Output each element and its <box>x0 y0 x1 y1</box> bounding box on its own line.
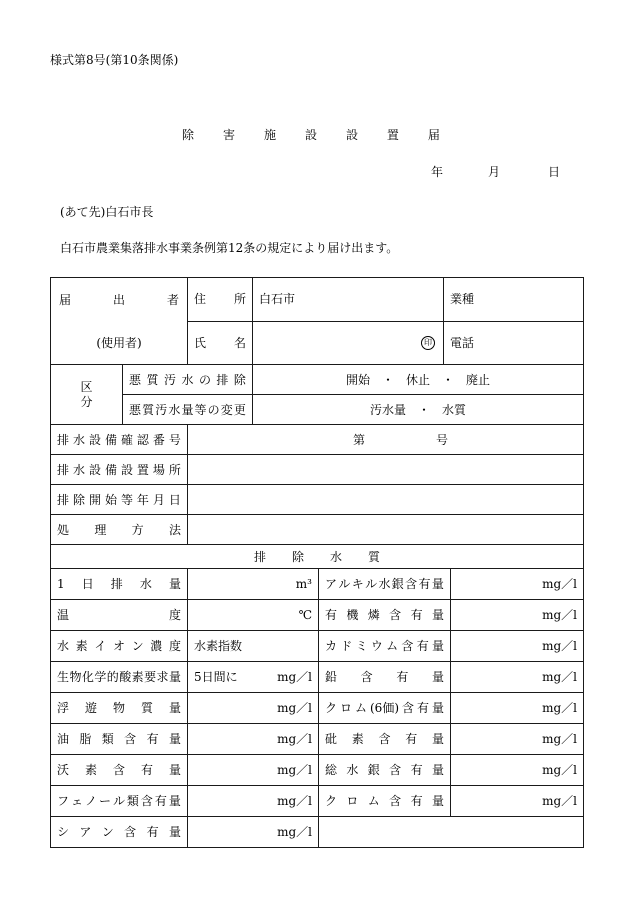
address-value-cell[interactable]: 白石市 <box>253 278 444 322</box>
label-char: 遊 <box>84 701 97 715</box>
label-char: 悪 <box>129 402 142 417</box>
label-char: 水 <box>168 402 181 417</box>
label-char: 含 <box>405 577 418 591</box>
label-char: 量 <box>168 763 181 777</box>
label-char: 砒 <box>325 732 338 746</box>
category-row-label <box>129 403 246 417</box>
label-char: 日 <box>168 492 181 507</box>
form-number: 様式第8号(第10条関係) <box>50 53 179 67</box>
label-char: 素 <box>351 732 364 746</box>
label-char: 要 <box>144 670 157 684</box>
label-char: 油 <box>57 732 70 746</box>
label-char: 有 <box>325 608 338 622</box>
label-char: 年 <box>136 492 149 507</box>
label-char: 月 <box>152 492 165 507</box>
quality-label-cell <box>51 724 188 755</box>
label-char: 設 <box>345 128 358 142</box>
quality-label <box>57 794 181 808</box>
label-char: 害 <box>222 128 235 142</box>
quality-label <box>325 577 444 591</box>
label-char: 含 <box>124 732 137 746</box>
category-section <box>50 364 584 425</box>
table-row <box>51 724 584 755</box>
location-label-cell <box>51 455 188 485</box>
label-char: 有 <box>405 732 418 746</box>
quality-unit: mg／l <box>542 670 577 684</box>
label-char: 類 <box>101 732 114 746</box>
label-char: 法 <box>168 522 181 537</box>
label-char: 燐 <box>367 608 380 622</box>
label-char: 物 <box>69 670 82 684</box>
quality-note: 5日間に <box>194 670 238 684</box>
label-char: 出 <box>112 292 125 307</box>
label-char: ア <box>79 825 92 839</box>
start-date-label <box>57 493 181 507</box>
label-char: 量 <box>168 794 181 808</box>
applicant-sublabel: (使用者) <box>96 335 142 350</box>
label-char: 住 <box>194 292 207 307</box>
quality-unit: mg／l <box>542 639 577 653</box>
quality-value-cell[interactable] <box>188 600 319 631</box>
date-day-label: 日 <box>548 165 561 179</box>
label-char: 置 <box>136 462 149 477</box>
label-char: 量 <box>168 732 181 746</box>
label-char: 含 <box>112 763 125 777</box>
category-row-options[interactable]: 汚水量 ・ 水質 <box>253 395 584 425</box>
label-char: 号 <box>168 432 181 447</box>
quality-note: 水素指数 <box>194 639 243 653</box>
label-char: 質 <box>142 402 155 417</box>
label-char: 素 <box>131 670 144 684</box>
label-char: 度 <box>168 639 181 653</box>
label-char: 理 <box>94 522 107 537</box>
label-char: ン <box>131 639 144 653</box>
label-char: 有 <box>396 670 409 684</box>
quality-value-cell[interactable] <box>188 631 319 662</box>
quality-unit: mg／l <box>277 701 312 715</box>
label-char: 番 <box>152 432 165 447</box>
quality-label-cell <box>51 817 188 848</box>
quality-unit: mg／l <box>277 825 312 839</box>
label-char: 脂 <box>79 732 92 746</box>
table-row <box>51 817 584 848</box>
label-char: ム <box>367 794 380 808</box>
label-char: キ <box>351 577 364 591</box>
quality-value-cell[interactable] <box>188 817 319 848</box>
quality-unit: mg／l <box>542 763 577 777</box>
water-quality-heading <box>254 550 380 564</box>
label-char: 排 <box>216 372 229 387</box>
label-char: ク <box>325 794 338 808</box>
label-char: 施 <box>263 128 276 142</box>
label-char: 場 <box>152 462 165 477</box>
quality-value-cell[interactable] <box>451 662 584 693</box>
label-char: 量 <box>168 577 181 591</box>
quality-label-cell <box>51 631 188 662</box>
label-char: 鉛 <box>325 670 338 684</box>
label-char: 日 <box>81 577 94 591</box>
label-char: 届 <box>427 128 440 142</box>
label-char: 物 <box>112 701 125 715</box>
label-char: 量 <box>168 825 181 839</box>
category-label: 区分 <box>80 379 93 409</box>
label-char: 除 <box>233 372 246 387</box>
addressee: (あて先)白石市長 <box>60 205 154 219</box>
label-char: ム <box>386 639 399 653</box>
label-char: 素 <box>75 639 88 653</box>
quality-label-cell <box>319 786 451 817</box>
name-label <box>194 336 246 350</box>
quality-label-cell <box>51 693 188 724</box>
label-char: 的 <box>106 670 119 684</box>
label-char: ロ <box>340 701 353 715</box>
label-char: 悪 <box>129 372 142 387</box>
quality-unit: mg／l <box>542 577 577 591</box>
label-char: 類 <box>126 794 139 808</box>
label-char: 求 <box>156 670 169 684</box>
label-char: 化 <box>81 670 94 684</box>
quality-unit: mg／l <box>277 794 312 808</box>
label-char: 除 <box>291 549 304 564</box>
form-table <box>50 277 583 848</box>
label-char: 有 <box>410 608 423 622</box>
label-char: 量 <box>431 701 444 715</box>
quality-label <box>325 732 444 746</box>
label-char: 排 <box>57 432 70 447</box>
label-char: ク <box>325 701 338 715</box>
label-char: 有 <box>416 639 429 653</box>
quality-label <box>57 763 181 777</box>
quality-label-cell <box>319 724 451 755</box>
label-char: 排 <box>110 577 123 591</box>
label-char: 量 <box>431 732 444 746</box>
empty-cell <box>319 817 584 848</box>
quality-unit: m³ <box>295 577 312 591</box>
label-char: 置 <box>386 128 399 142</box>
business-type-cell[interactable]: 業種 <box>444 278 584 322</box>
label-char: ー <box>98 794 111 808</box>
label-char: 水 <box>181 372 194 387</box>
quality-value-cell[interactable] <box>451 631 584 662</box>
start-date-label-cell <box>51 485 188 515</box>
label-char: 量 <box>431 794 444 808</box>
quality-unit: mg／l <box>542 794 577 808</box>
table-row <box>51 631 584 662</box>
label-char: 水 <box>139 577 152 591</box>
seal-mark: 印 <box>421 336 435 350</box>
label-char: 除 <box>72 492 85 507</box>
label-char: 量 <box>168 701 181 715</box>
quality-label-cell <box>51 662 188 693</box>
label-char: 濃 <box>150 639 163 653</box>
address-label-cell <box>188 278 253 322</box>
label-char: 除 <box>182 128 195 142</box>
label-char: 量 <box>431 639 444 653</box>
quality-label-cell <box>51 600 188 631</box>
label-char: 始 <box>104 492 117 507</box>
quality-value-cell[interactable] <box>451 569 584 600</box>
label-char: 沃 <box>57 763 70 777</box>
label-char: 処 <box>57 522 70 537</box>
label-char: 学 <box>94 670 107 684</box>
label-char: ウ <box>370 639 383 653</box>
label-char: 銀 <box>391 577 404 591</box>
quality-value-cell[interactable] <box>188 569 319 600</box>
label-char: 生 <box>57 670 70 684</box>
label-char: 認 <box>136 432 149 447</box>
label-char: ル <box>338 577 351 591</box>
quality-label <box>325 763 444 777</box>
label-char: 設 <box>120 462 133 477</box>
applicant-label <box>59 278 179 321</box>
label-char: 質 <box>367 549 380 564</box>
quality-label <box>57 732 181 746</box>
label-char: 名 <box>233 335 246 350</box>
label-char: ン <box>101 825 114 839</box>
label-char: 水 <box>72 432 85 447</box>
label-char: 含 <box>389 763 402 777</box>
label-char: (6価) <box>370 701 399 715</box>
applicant-section <box>50 277 584 365</box>
label-char: 水 <box>378 577 391 591</box>
label-char: 排 <box>57 492 70 507</box>
label-char: ア <box>325 577 338 591</box>
quality-label <box>57 577 181 591</box>
table-row <box>51 569 584 600</box>
quality-unit: mg／l <box>542 608 577 622</box>
quality-unit: mg／l <box>277 670 312 684</box>
label-char: ロ <box>346 794 359 808</box>
label-char: 汚 <box>163 372 176 387</box>
label-char: 有 <box>146 732 159 746</box>
quality-label <box>325 701 444 715</box>
label-char: 設 <box>88 432 101 447</box>
label-char: 汚 <box>155 402 168 417</box>
label-char: 更 <box>233 402 246 417</box>
label-char: 含 <box>389 608 402 622</box>
quality-unit: mg／l <box>542 701 577 715</box>
label-char: 量 <box>181 402 194 417</box>
label-char: ェ <box>70 794 83 808</box>
label-char: 総 <box>325 763 338 777</box>
quality-label-cell <box>319 755 451 786</box>
label-char: の <box>198 372 211 387</box>
label-char: 含 <box>124 825 137 839</box>
label-char: 含 <box>401 701 414 715</box>
label-char: 有 <box>410 794 423 808</box>
treatment-label <box>57 523 181 537</box>
quality-value-cell[interactable] <box>188 662 319 693</box>
label-char: フ <box>57 794 70 808</box>
table-row <box>51 662 584 693</box>
water-quality-heading-cell <box>51 545 584 569</box>
label-char: 度 <box>168 608 181 622</box>
label-char: 銀 <box>367 763 380 777</box>
treatment-label-cell <box>51 515 188 545</box>
confirmation-number-cell[interactable] <box>188 425 584 455</box>
quality-label-cell <box>319 693 451 724</box>
category-label-cell <box>51 365 123 425</box>
label-char: 含 <box>360 670 373 684</box>
category-row-options[interactable]: 開始 ・ 休止 ・ 廃止 <box>253 365 584 395</box>
category-row-label-cell <box>123 395 253 425</box>
quality-value-cell[interactable] <box>188 786 319 817</box>
label-char: 機 <box>346 608 359 622</box>
label-char: 1 <box>57 577 65 591</box>
label-char: ミ <box>355 639 368 653</box>
quality-value-cell[interactable] <box>188 724 319 755</box>
label-char: 温 <box>57 608 70 622</box>
label-char: 有 <box>146 825 159 839</box>
label-char: イ <box>94 639 107 653</box>
name-label-cell <box>188 321 253 365</box>
quality-label <box>325 794 444 808</box>
label-char: 排 <box>57 462 70 477</box>
label-char: 質 <box>140 701 153 715</box>
treatment-value-cell[interactable] <box>188 515 584 545</box>
label-char: 設 <box>304 128 317 142</box>
confirmation-label-cell <box>51 425 188 455</box>
name-value-cell[interactable] <box>253 321 444 365</box>
category-row-label <box>129 373 246 387</box>
label-char: ル <box>365 577 378 591</box>
label-char: 量 <box>431 577 444 591</box>
quality-label-cell <box>319 662 451 693</box>
label-char: 水 <box>329 549 342 564</box>
label-char: 量 <box>168 670 181 684</box>
quality-value-cell[interactable] <box>451 786 584 817</box>
label-char: 氏 <box>194 335 207 350</box>
applicant-label-cell <box>51 278 188 365</box>
label-char: 有 <box>140 763 153 777</box>
label-char: 変 <box>220 402 233 417</box>
label-char: 含 <box>389 794 402 808</box>
label-char: 量 <box>431 608 444 622</box>
label-char: 方 <box>131 522 144 537</box>
label-char: 有 <box>416 701 429 715</box>
quality-value-cell[interactable] <box>451 755 584 786</box>
address-label <box>194 292 246 306</box>
quality-unit: mg／l <box>542 732 577 746</box>
confirmation-suffix: 号 <box>436 432 449 447</box>
quality-label-cell <box>51 569 188 600</box>
quality-label <box>57 608 181 622</box>
label-char: カ <box>325 639 338 653</box>
label-char: 含 <box>378 732 391 746</box>
label-char: 開 <box>88 492 101 507</box>
label-char: 有 <box>410 763 423 777</box>
label-char: 量 <box>431 670 444 684</box>
location-label <box>57 463 181 477</box>
quality-unit: mg／l <box>277 763 312 777</box>
confirmation-prefix: 第 <box>353 432 366 447</box>
date-year-label: 年 <box>431 165 444 179</box>
label-char: 酸 <box>119 670 132 684</box>
start-date-value-cell[interactable] <box>188 485 584 515</box>
water-quality-section <box>50 568 584 848</box>
quality-label-cell <box>51 755 188 786</box>
table-row <box>51 693 584 724</box>
quality-label <box>325 608 444 622</box>
confirmation-label <box>57 433 181 447</box>
label-char: 所 <box>168 462 181 477</box>
label-char: 量 <box>431 763 444 777</box>
quality-label <box>57 825 181 839</box>
quality-label <box>325 639 444 653</box>
label-char: 備 <box>104 462 117 477</box>
label-char: シ <box>57 825 70 839</box>
label-char: オ <box>112 639 125 653</box>
label-char: ノ <box>84 794 97 808</box>
label-char: 者 <box>166 292 179 307</box>
label-char: 浮 <box>57 701 70 715</box>
label-char: 素 <box>84 763 97 777</box>
quality-label <box>57 701 181 715</box>
label-char: 有 <box>154 794 167 808</box>
quality-value-cell[interactable] <box>451 600 584 631</box>
label-char: 備 <box>104 432 117 447</box>
date-month-label: 月 <box>488 165 501 179</box>
table-row <box>51 755 584 786</box>
quality-label-cell <box>319 569 451 600</box>
label-char: ム <box>355 701 368 715</box>
quality-label <box>57 670 181 684</box>
location-value-cell[interactable] <box>188 455 584 485</box>
facility-section <box>50 424 584 545</box>
table-row <box>51 786 584 817</box>
quality-unit: ℃ <box>298 608 312 622</box>
phone-cell[interactable]: 電話 <box>444 321 584 365</box>
label-char: 設 <box>88 462 101 477</box>
label-char: 届 <box>59 292 72 307</box>
quality-value-cell[interactable] <box>451 693 584 724</box>
label-char: 等 <box>120 492 133 507</box>
label-char: 質 <box>146 372 159 387</box>
category-row-label-cell <box>123 365 253 395</box>
label-char: 水 <box>57 639 70 653</box>
quality-label <box>57 639 181 653</box>
form-title <box>182 128 440 142</box>
quality-unit: mg／l <box>277 732 312 746</box>
label-char: 水 <box>346 763 359 777</box>
quality-value-cell[interactable] <box>451 724 584 755</box>
label-char: 所 <box>233 292 246 307</box>
quality-label-cell <box>319 600 451 631</box>
label-char: 含 <box>401 639 414 653</box>
label-char: 排 <box>254 549 267 564</box>
quality-label-cell <box>319 631 451 662</box>
label-char: ド <box>340 639 353 653</box>
label-char: 有 <box>418 577 431 591</box>
quality-label <box>325 670 444 684</box>
label-char: 確 <box>120 432 133 447</box>
label-char: 等 <box>194 402 207 417</box>
label-char: 水 <box>72 462 85 477</box>
statement: 白石市農業集落排水事業条例第12条の規定により届け出ます。 <box>60 241 399 255</box>
label-char: ル <box>112 794 125 808</box>
water-quality-heading-section <box>50 544 584 569</box>
quality-value-cell[interactable] <box>188 693 319 724</box>
quality-value-cell[interactable] <box>188 755 319 786</box>
label-char: 含 <box>140 794 153 808</box>
quality-label-cell <box>51 786 188 817</box>
table-row <box>51 600 584 631</box>
label-char: の <box>207 402 220 417</box>
